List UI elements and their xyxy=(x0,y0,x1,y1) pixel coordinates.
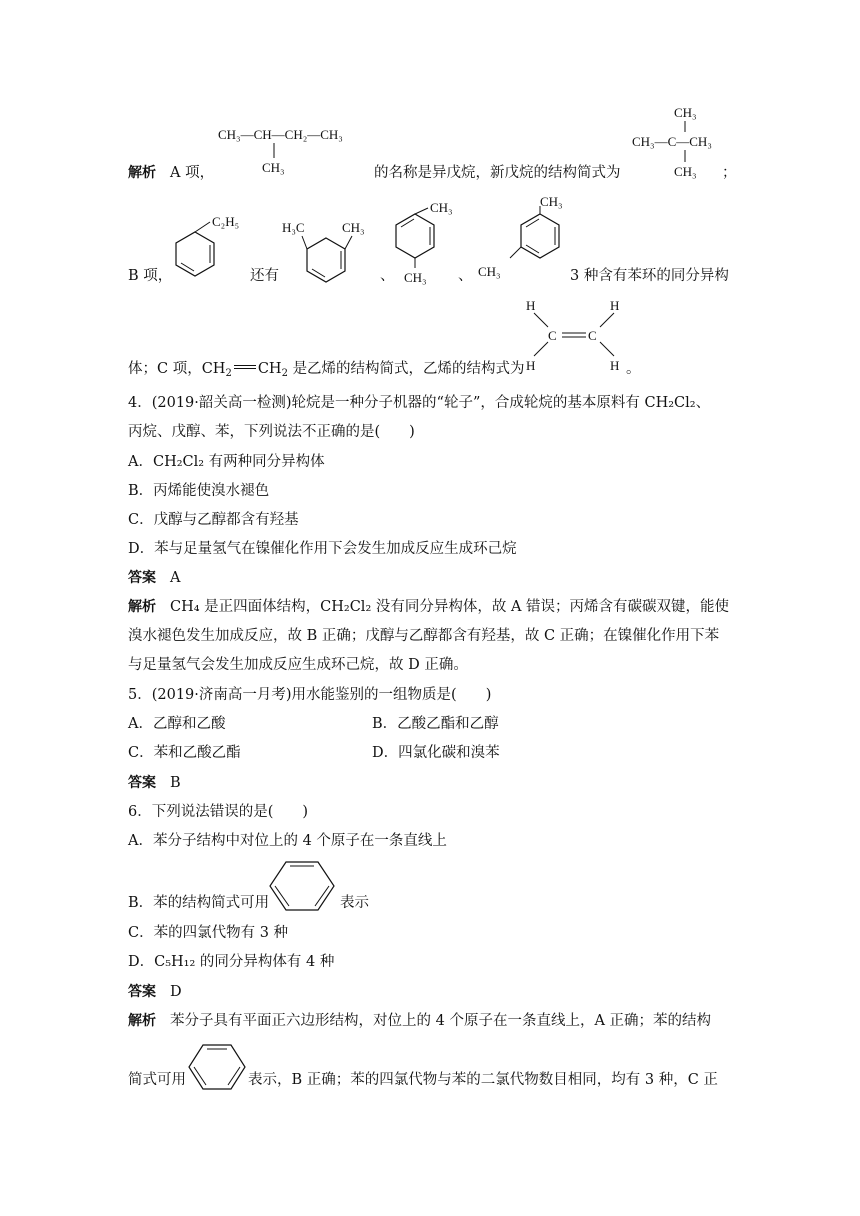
svg-text:CH₃: CH₃ xyxy=(478,264,501,279)
q5-option-b: B．乙酸乙酯和乙醇 xyxy=(372,716,499,732)
q6-stem: 6．下列说法错误的是( ) xyxy=(128,804,309,820)
svg-text:CH₃: CH₃ xyxy=(404,270,427,285)
svg-text:C: C xyxy=(588,328,597,343)
isopentane-branch: CH₃ xyxy=(262,160,285,175)
q4-option-c: C．戊醇与乙醇都含有羟基 xyxy=(128,512,299,528)
q4-option-b: B．丙烯能使溴水褪色 xyxy=(128,483,270,499)
svg-text:H: H xyxy=(526,358,536,373)
isopentane-structure xyxy=(218,124,388,174)
q3-analysis-line3: 体；C 项，$CH_2$ $CH_2$ 是乙烯的结构简式，乙烯的结构式为 xyxy=(128,361,525,379)
svg-text:H: H xyxy=(526,298,536,313)
q6-option-b: B．苯的结构简式可用 xyxy=(128,895,270,911)
q3-line2-sep2: 、 xyxy=(458,268,473,284)
q5-option-d: D．四氯化碳和溴苯 xyxy=(372,745,500,761)
q3-analysis-line1: 解析 A 项， xyxy=(128,165,215,181)
q6-analysis-line2: 简式可用 xyxy=(128,1072,186,1088)
q4-answer: 答案 A xyxy=(128,570,181,586)
q6-analysis-line1: 解析 苯分子具有平面正六边形结构，对位上的 4 个原子在一条直线上，A 正确；苯的结构 xyxy=(128,1013,712,1029)
q5-option-c: C．苯和乙酸乙酯 xyxy=(128,745,241,761)
svg-text:H: H xyxy=(610,298,620,313)
svg-text:CH₃: CH₃ xyxy=(540,194,563,209)
svg-text:H: H xyxy=(610,358,620,373)
benzene-ring-icon xyxy=(268,858,338,914)
q4-analysis-line3: 与足量氢气会发生加成反应生成环己烷，故 D 正确。 xyxy=(128,657,468,673)
q6-option-a: A．苯分子结构中对位上的 4 个原子在一条直线上 xyxy=(128,833,447,849)
q4-option-d: D．苯与足量氢气在镍催化作用下会发生加成反应生成环己烷 xyxy=(128,541,517,557)
q5-answer: 答案 B xyxy=(128,775,181,791)
q3-analysis-line2: B 项， xyxy=(128,268,173,284)
isopentane-main: CH₃—CH—CH₂—CH₃ xyxy=(218,127,343,142)
q3-line1-end: ； xyxy=(722,165,737,181)
svg-text:CH₃: CH₃ xyxy=(674,164,697,179)
q4-analysis-line1: 解析 CH₄ 是正四面体结构，CH₂Cl₂ 没有同分异构体，故 A 错误；丙烯含有碳碳双键，能使 xyxy=(128,599,730,615)
q6-option-b-end: 表示 xyxy=(340,895,369,911)
q4-stem-line2: 丙烷、戊醇、苯，下列说法不正确的是( ) xyxy=(128,424,415,440)
q3-line1-text: 的名称是异戊烷，新戊烷的结构简式为 xyxy=(374,165,621,181)
svg-text:CH₃: CH₃ xyxy=(342,220,365,235)
benzene-ring-icon-2 xyxy=(188,1042,248,1092)
svg-text:C: C xyxy=(548,328,557,343)
q3-line3-end: 。 xyxy=(626,361,641,377)
q4-analysis-line2: 溴水褪色发生加成反应，故 B 正确；戊醇与乙醇都含有羟基，故 C 正确；在镍催化作用下苯 xyxy=(128,628,720,644)
q6-option-c: C．苯的四氯代物有 3 种 xyxy=(128,925,289,941)
q4-stem-line1: 4．(2019·韶关高一检测)轮烷是一种分子机器的“轮子”，合成轮烷的基本原料有 CH₂Cl₂、 xyxy=(128,395,711,411)
q5-stem: 5．(2019·济南高一月考)用水能鉴别的一组物质是( ) xyxy=(128,687,492,703)
q3-line2-sep1: 、 xyxy=(380,268,395,284)
q6-option-d: D．C₅H₁₂ 的同分异构体有 4 种 xyxy=(128,954,335,970)
q4-option-a: A．CH₂Cl₂ 有两种同分异构体 xyxy=(128,454,325,470)
q6-analysis-line2-rest: 表示，B 正确；苯的四氯代物与苯的二氯代物数目相同，均有 3 种，C 正 xyxy=(248,1072,718,1088)
ethylene-structure xyxy=(522,294,632,374)
q6-answer: 答案 D xyxy=(128,984,182,1000)
svg-text:CH₃: CH₃ xyxy=(430,200,453,215)
o-xylene-structure xyxy=(282,214,392,284)
svg-text:C₂H₅: C₂H₅ xyxy=(212,214,240,229)
p-xylene-structure xyxy=(474,192,584,282)
svg-text:CH₃: CH₃ xyxy=(674,105,697,120)
svg-text:CH₃—C—CH₃: CH₃—C—CH₃ xyxy=(632,134,712,149)
q5-option-a: A．乙醇和乙酸 xyxy=(128,716,226,732)
q3-line2-also: 还有 xyxy=(250,268,279,284)
analysis-label: 解析 xyxy=(128,165,156,181)
q3-line2-text: 3 种含有苯环的同分异构 xyxy=(570,268,729,284)
svg-text:H₃C: H₃C xyxy=(282,220,305,235)
ethylbenzene-structure xyxy=(170,214,250,284)
